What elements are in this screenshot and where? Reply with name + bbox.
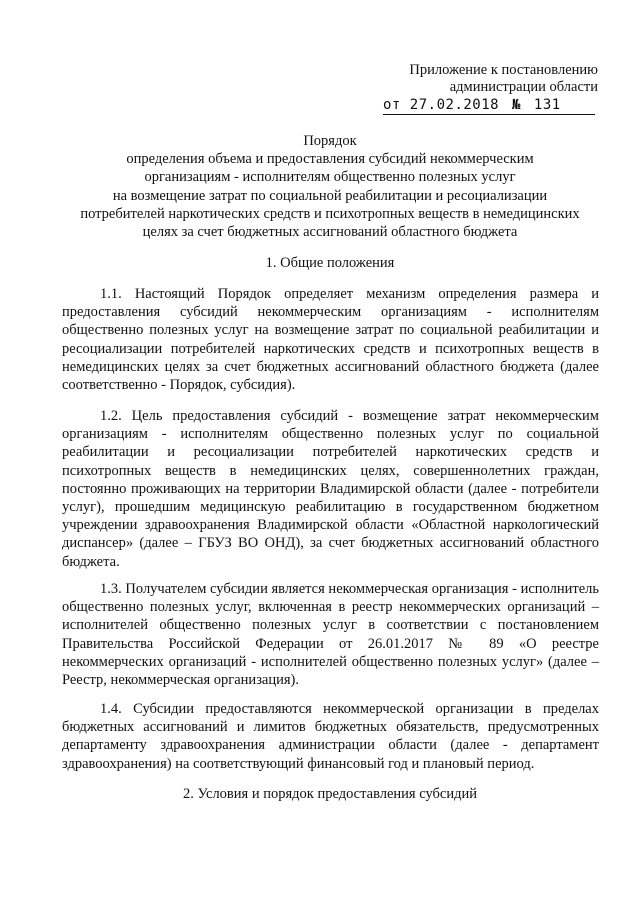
appendix-header: [409, 62, 598, 96]
paragraph-1-3: 1.3. Получателем субсидии является некоммерческая организация - исполнитель общественно полезных услуг, включенная в реестр некоммерческих организаций – исполнителей общественно полезных услуг в соответствии с постановлением Правительства Российской Федерации от 26.01.2017 № 89 «О реестре некоммерческих организаций - исполнителей общественно полезных услуг» (далее – Реестр, некоммерческая организация).: [62, 581, 599, 689]
number-sign: №: [512, 97, 521, 113]
title-line-5: потребителей наркотических средств и психотропных веществ в немедицинских: [80, 205, 580, 222]
appendix-line-1: Приложение к постановлению: [409, 62, 598, 78]
resolution-date: 27.02.2018: [409, 97, 500, 113]
title-line-4: на возмещение затрат по социальной реабилитации и ресоциализации: [112, 187, 548, 204]
appendix-line-2: администрации области: [449, 79, 598, 95]
document-title: [60, 132, 600, 241]
paragraph-1-4: 1.4. Субсидии предоставляются некоммерческой организации в пределах бюджетных ассигнований и лимитов бюджетных обязательств, предусмотренных департаменту здравоохранения администрации области (далее - департамент здравоохранения) на соответствующий финансовый год и плановый период.: [62, 701, 599, 772]
date-prefix: от: [383, 97, 401, 113]
title-line-1: Порядок: [303, 133, 357, 149]
paragraph-1-2: 1.2. Цель предоставления субсидий - возмещение затрат некоммерческим организациям - исполнителям общественно полезных услуг по социальной реабилитации и ресоциализации потребителей наркотических средств и психотропных веществ в немедицинских целях, совершеннолетних граждан, постоянно проживающих на территории Владимирской области (далее - потребители услуг), прошедшим медицинскую реабилитацию в государственном бюджетном учреждении здравоохранения Владимирской области «Областной наркологический диспансер» (далее – ГБУЗ ВО ОНД), за счет бюджетных ассигнований областного бюджета.: [62, 408, 599, 570]
resolution-number: 131: [533, 97, 561, 113]
title-line-6: целях за счет бюджетных ассигнований областного бюджета: [142, 224, 518, 241]
resolution-date-stamp: [383, 96, 595, 115]
section-heading-2: 2. Условия и порядок предоставления субсидий: [182, 786, 477, 802]
paragraph-1-1: 1.1. Настоящий Порядок определяет механизм определения размера и предоставления субсидий некоммерческим организациям - исполнителям общественно полезных услуг на возмещение затрат по социальной реабилитации и ресоциализации потребителей наркотических средств и психотропных веществ в немедицинских целях за счет бюджетных ассигнований областного бюджета (далее соответственно - Порядок, субсидия).: [62, 286, 599, 394]
title-line-3: организациям - исполнителям общественно полезных услуг: [144, 169, 516, 186]
section-heading-1: 1. Общие положения: [265, 255, 395, 271]
title-line-2: определения объема и предоставления субсидий некоммерческим: [126, 151, 534, 168]
